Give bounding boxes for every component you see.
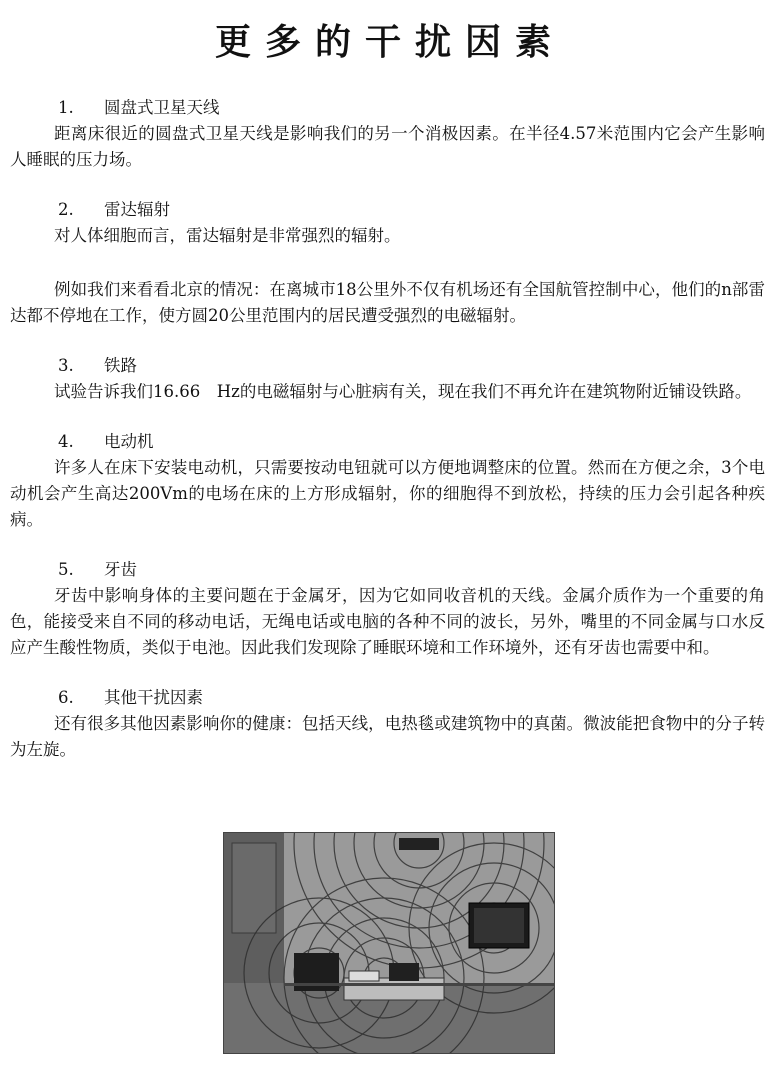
section-title: 雷达辐射 bbox=[104, 200, 170, 219]
section-radar bbox=[10, 197, 765, 329]
section-heading bbox=[10, 353, 765, 379]
section-heading bbox=[10, 429, 765, 455]
section-title: 铁路 bbox=[104, 356, 137, 375]
section-heading bbox=[10, 685, 765, 711]
section-title: 电动机 bbox=[104, 432, 154, 451]
section-heading bbox=[10, 557, 765, 583]
section-heading bbox=[10, 95, 765, 121]
section-paragraph: 牙齿中影响身体的主要问题在于金属牙，因为它如同收音机的天线。金属介质作为一个重要的角色，能接受来自不同的移动电话，无绳电话或电脑的各种不同的波长，另外，嘴里的不同金属与口水反应产生酸性物质，类似于电池。因此我们发现除了睡眠环境和工作环境外，还有牙齿也需要中和。 bbox=[10, 586, 765, 657]
section-motor bbox=[10, 429, 765, 533]
radiation-wave-figure bbox=[224, 833, 554, 1053]
bedroom-radiation-illustration bbox=[223, 832, 555, 1054]
section-number: 3. bbox=[58, 356, 74, 375]
section-heading bbox=[10, 197, 765, 223]
section-number: 1. bbox=[58, 98, 74, 117]
section-number: 4. bbox=[58, 432, 74, 451]
section-paragraph: 还有很多其他因素影响你的健康：包括天线，电热毯或建筑物中的真菌。微波能把食物中的分子转为左旋。 bbox=[10, 714, 765, 759]
section-paragraph: 例如我们来看看北京的情况：在离城市18公里外不仅有机场还有全国航管控制中心，他们的n部雷达都不停地在工作，使方圆20公里范围内的居民遭受强烈的电磁辐射。 bbox=[10, 280, 765, 325]
section-other-factors bbox=[10, 685, 765, 763]
section-satellite-dish bbox=[10, 95, 765, 173]
section-number: 2. bbox=[58, 200, 74, 219]
section-title: 其他干扰因素 bbox=[104, 688, 203, 707]
section-paragraph: 对人体细胞而言，雷达辐射是非常强烈的辐射。 bbox=[54, 226, 401, 245]
section-number: 5. bbox=[58, 560, 74, 579]
section-number: 6. bbox=[58, 688, 74, 707]
section-teeth bbox=[10, 557, 765, 661]
article-body bbox=[10, 95, 765, 787]
section-paragraph: 距离床很近的圆盘式卫星天线是影响我们的另一个消极因素。在半径4.57米范围内它会产生影响人睡眠的压力场。 bbox=[10, 124, 765, 169]
section-paragraph: 试验告诉我们16.66 Hz的电磁辐射与心脏病有关，现在我们不再允许在建筑物附近铺设铁路。 bbox=[54, 382, 752, 401]
section-paragraph: 许多人在床下安装电动机，只需要按动电钮就可以方便地调整床的位置。然而在方便之余，3个电动机会产生高达200Vm的电场在床的上方形成辐射，你的细胞得不到放松，持续的压力会引起各种疾病。 bbox=[10, 458, 765, 529]
section-title: 圆盘式卫星天线 bbox=[104, 98, 220, 117]
page-title: 更多的干扰因素 bbox=[214, 21, 565, 63]
section-title: 牙齿 bbox=[104, 560, 137, 579]
section-railway bbox=[10, 353, 765, 405]
